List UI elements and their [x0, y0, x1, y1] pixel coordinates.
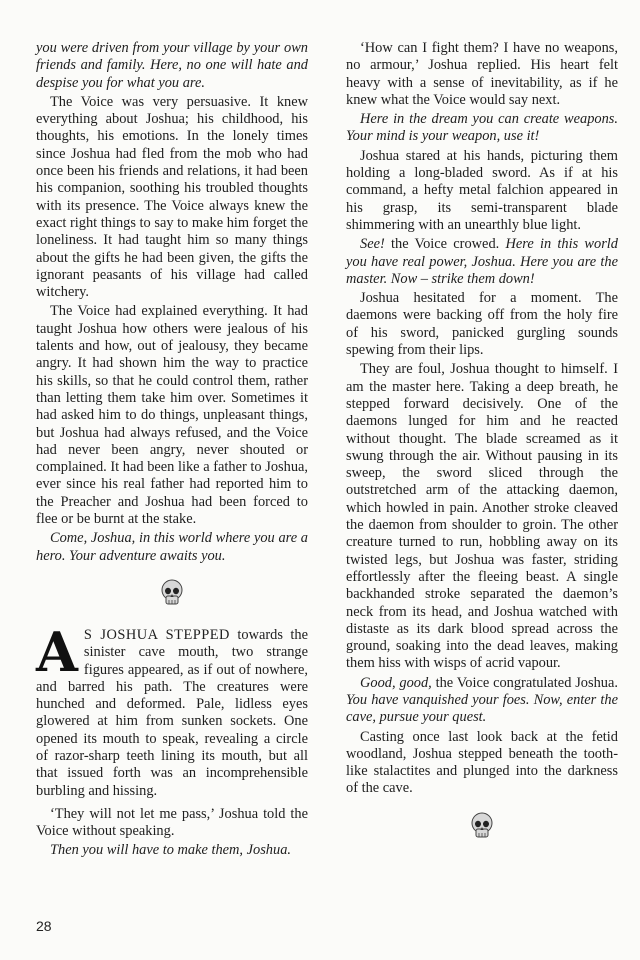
skull-icon	[158, 579, 186, 609]
smallcaps-lead: S JOSHUA STEPPED	[83, 626, 230, 643]
paragraph: Casting once last look back at the fetid woodland, Joshua stepped beneath the tooth-like stalactites and plunged into the darkness of the cave.	[346, 728, 618, 797]
paragraph: Then you will have to make them, Joshua.	[50, 842, 291, 859]
paragraph: Joshua hesitated for a moment. The daemons were backing off from the holy fire of his sword, panicked gurgling sounds spewing from their lips.	[346, 290, 618, 359]
skull-icon	[468, 812, 496, 842]
left-column	[36, 40, 308, 862]
paragraph: See! the Voice crowed. Here in this world you have real power, Joshua. Here you are the master. Now – strike them down!	[346, 236, 618, 287]
page-number: 28	[36, 918, 52, 934]
paragraph: Joshua stared at his hands, picturing them holding a long-bladed sword. As if at his command, a hefty metal falchion appeared in his grasp, its semi-transparent blade shimmering with an unearthly blue light.	[346, 147, 618, 233]
drop-cap: A	[36, 619, 78, 684]
paragraph: you were driven from your village by your own friends and family. Here, no one will hate and despise you for what you are.	[36, 40, 308, 91]
chapter-opening-paragraph: A S JOSHUA STEPPED towards the sinister cave mouth, two strange figures appeared, as if out of nowhere, and barred his path. The creatures were hunched and deformed. Pale, lidless eyes glowered at him from sunken sockets. One opened its mouth to speak, revealing a circle of razor-sharp teeth lining its mouth, but all that issued forth was an incomprehensible burbling and hissing.	[36, 619, 308, 799]
paragraph: Here in the dream you can create weapons. Your mind is your weapon, use it!	[346, 111, 618, 145]
paragraph: Come, Joshua, in this world where you are a hero. Your adventure awaits you.	[36, 530, 308, 564]
paragraph: The Voice had explained everything. It had taught Joshua how others were jealous of his talents and how, out of jealousy, they became angry. It had shown him the way to practice his skills, so that he could control them, rather than letting them take him over. Sometimes it had asked him to do things, unpleasant things, but Joshua had always refused, and the Voice had never been angry, never shouted or complained. It had been like a father to Joshua, ever since his real father had reported him to the Preacher and Joshua had been forced to flee or be burnt at the stake.	[36, 303, 308, 528]
paragraph: They are foul, Joshua thought to himself. I am the master here. Taking a deep breath, he stepped forward decisively. One of the daemons lunged for him and he reacted without thought. The blade screamed as it swung through the air. Without pausing in its sweep, the sword sliced through the outstretched arm of the attacking daemon, which howled in pain. Another stroke cleaved the daemon from shoulder to groin. The other creature turned to run, hobbling away on its twisted legs, but Joshua was faster, striding effortlessly after the fleeing beast. A single backhanded stroke separated the daemon’s neck from its head, and Joshua watched with distaste as its dark blood spread across the ground, soaking into the dead leaves, making them hiss with wisps of acrid vapour.	[346, 361, 618, 672]
paragraph: ‘How can I fight them? I have no weapons, no armour,’ Joshua replied. His heart felt heavy with a sense of inevitability, as if he knew what the Voice would say next.	[346, 40, 618, 108]
paragraph: Good, good, the Voice congratulated Joshua. You have vanquished your foes. Now, enter the cave, pursue your quest.	[346, 674, 618, 726]
paragraph: The Voice was very persuasive. It knew everything about Joshua; his childhood, his thoughts, his emotions. In the lonely times since Joshua had fled from the mob who had once been his friends and relations, it had been his companion, soothing his troubled thoughts with its presence. The Voice always knew the exact right things to say to make him forget the loneliness. It had taught him so many things about the gifts he had been given, the gifts the ignorant peasants of his village had called witchery.	[36, 93, 308, 301]
paragraph: ‘They will not let me pass,’ Joshua told the Voice without speaking.	[36, 805, 308, 840]
right-column	[346, 40, 618, 860]
